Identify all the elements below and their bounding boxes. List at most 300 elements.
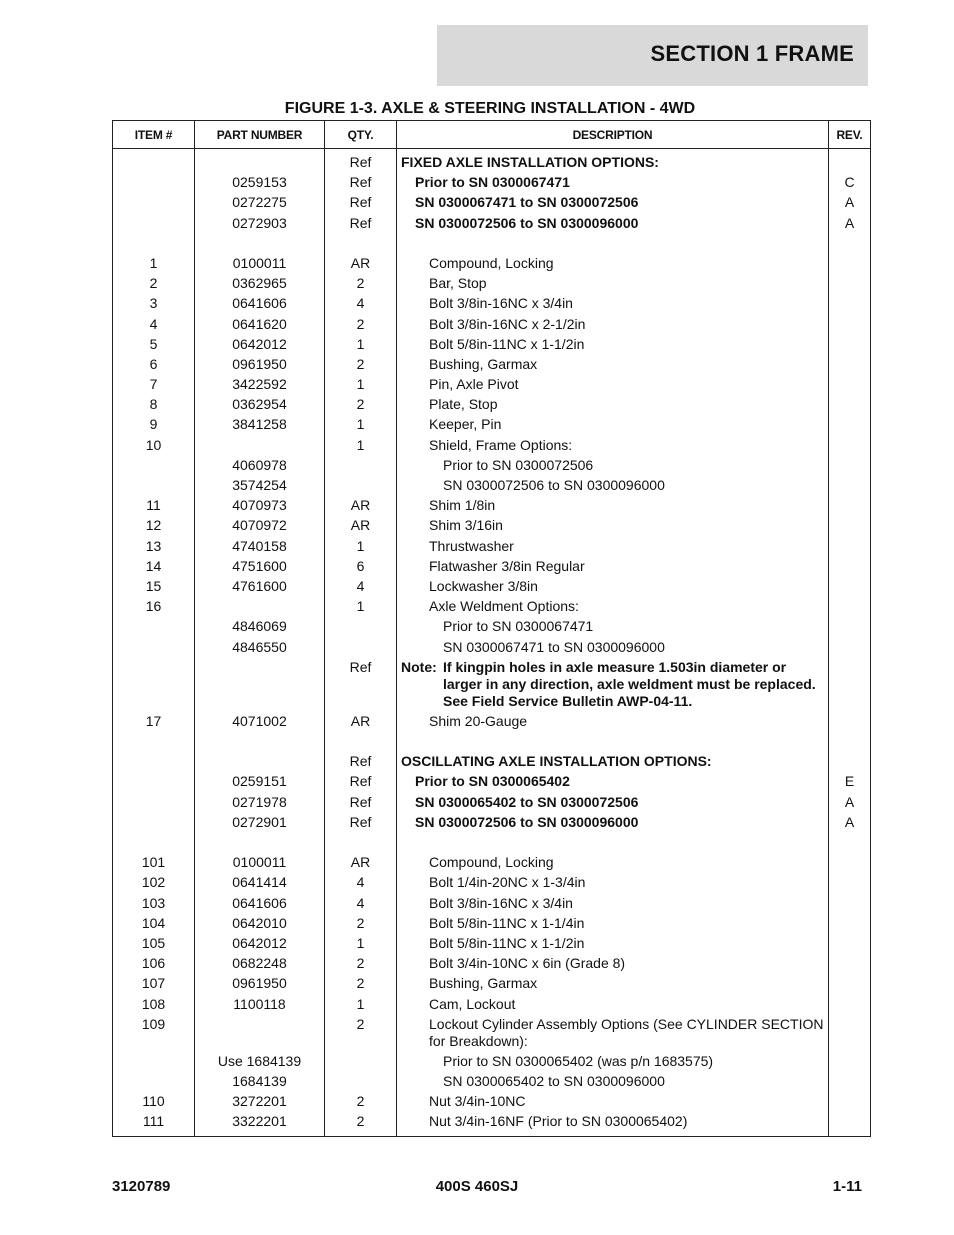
description-cell bbox=[397, 395, 829, 415]
rev-cell bbox=[829, 576, 871, 596]
item-cell bbox=[113, 1051, 195, 1071]
qty-cell: 1 bbox=[325, 994, 397, 1014]
description-cell bbox=[397, 832, 829, 852]
item-cell: 104 bbox=[113, 913, 195, 933]
part-number-cell bbox=[195, 233, 325, 253]
part-number-cell: 0100011 bbox=[195, 253, 325, 273]
table-row bbox=[113, 711, 871, 731]
part-number-cell: 3322201 bbox=[195, 1112, 325, 1137]
column-header-part-number: PART NUMBER bbox=[195, 121, 325, 149]
item-cell: 11 bbox=[113, 496, 195, 516]
part-number-cell: 0642012 bbox=[195, 334, 325, 354]
part-number-cell bbox=[195, 597, 325, 617]
qty-cell: Ref bbox=[325, 772, 397, 792]
rev-cell bbox=[829, 853, 871, 873]
item-cell: 109 bbox=[113, 1014, 195, 1051]
table-row bbox=[113, 873, 871, 893]
item-cell: 103 bbox=[113, 893, 195, 913]
note-body: If kingpin holes in axle measure 1.503in diameter or larger in any direction, axle weldment must be replaced. See Field Service Bulletin AWP-04-11. bbox=[443, 658, 816, 709]
description-cell bbox=[397, 354, 829, 374]
description-cell bbox=[397, 711, 829, 731]
rev-cell bbox=[829, 556, 871, 576]
table-row bbox=[113, 933, 871, 953]
rev-cell bbox=[829, 1112, 871, 1137]
rev-cell bbox=[829, 617, 871, 637]
item-cell bbox=[113, 617, 195, 637]
footer-doc-number: 3120789 bbox=[112, 1178, 171, 1195]
description-text: Shim 3/16in bbox=[429, 517, 503, 534]
rev-cell bbox=[829, 637, 871, 657]
qty-cell bbox=[325, 617, 397, 637]
description-text: Plate, Stop bbox=[429, 396, 498, 413]
table-spacer-row bbox=[113, 731, 871, 751]
description-cell bbox=[397, 893, 829, 913]
part-number-cell: 0272275 bbox=[195, 193, 325, 213]
table-row bbox=[113, 812, 871, 832]
description-cell bbox=[397, 556, 829, 576]
qty-cell: 6 bbox=[325, 556, 397, 576]
part-number-cell: 0259153 bbox=[195, 173, 325, 193]
rev-cell bbox=[829, 496, 871, 516]
rev-cell: C bbox=[829, 173, 871, 193]
item-cell: 6 bbox=[113, 354, 195, 374]
part-number-cell: 0961950 bbox=[195, 974, 325, 994]
rev-cell bbox=[829, 1051, 871, 1071]
part-number-cell: 0641606 bbox=[195, 294, 325, 314]
description-text: Bolt 1/4in-20NC x 1-3/4in bbox=[429, 874, 586, 891]
figure-title: FIGURE 1-3. AXLE & STEERING INSTALLATION - 4WD bbox=[284, 100, 696, 117]
part-number-cell: 3422592 bbox=[195, 374, 325, 394]
description-cell bbox=[397, 1092, 829, 1112]
description-cell bbox=[397, 334, 829, 354]
column-header-item: ITEM # bbox=[113, 121, 195, 149]
parts-table bbox=[112, 120, 871, 1137]
rev-cell bbox=[829, 873, 871, 893]
description-text: Prior to SN 0300072506 bbox=[443, 456, 594, 473]
rev-cell bbox=[829, 731, 871, 751]
rev-cell: A bbox=[829, 812, 871, 832]
part-number-cell: 4761600 bbox=[195, 576, 325, 596]
item-cell: 12 bbox=[113, 516, 195, 536]
rev-cell bbox=[829, 1014, 871, 1051]
part-number-cell: 0641620 bbox=[195, 314, 325, 334]
rev-cell: A bbox=[829, 792, 871, 812]
item-cell bbox=[113, 637, 195, 657]
description-cell bbox=[397, 435, 829, 455]
description-text: Pin, Axle Pivot bbox=[429, 376, 519, 393]
description-cell bbox=[397, 455, 829, 475]
description-cell bbox=[397, 173, 829, 193]
item-cell: 102 bbox=[113, 873, 195, 893]
table-row bbox=[113, 274, 871, 294]
table-row bbox=[113, 415, 871, 435]
table-row bbox=[113, 435, 871, 455]
qty-cell: 4 bbox=[325, 873, 397, 893]
description-cell bbox=[397, 913, 829, 933]
description-cell bbox=[397, 374, 829, 394]
qty-cell: 1 bbox=[325, 374, 397, 394]
part-number-cell: 0362965 bbox=[195, 274, 325, 294]
item-cell: 16 bbox=[113, 597, 195, 617]
item-cell: 108 bbox=[113, 994, 195, 1014]
rev-cell bbox=[829, 711, 871, 731]
description-text: Bolt 5/8in-11NC x 1-1/2in bbox=[429, 335, 585, 352]
qty-cell: 1 bbox=[325, 933, 397, 953]
description-text: Bushing, Garmax bbox=[429, 975, 538, 992]
qty-cell bbox=[325, 637, 397, 657]
rev-cell bbox=[829, 536, 871, 556]
description-cell bbox=[397, 617, 829, 637]
description-text: FIXED AXLE INSTALLATION OPTIONS: bbox=[401, 154, 659, 170]
section-banner bbox=[437, 25, 868, 86]
qty-cell: Ref bbox=[325, 812, 397, 832]
rev-cell bbox=[829, 334, 871, 354]
item-cell bbox=[113, 731, 195, 751]
item-cell: 106 bbox=[113, 954, 195, 974]
table-row bbox=[113, 1051, 871, 1071]
rev-cell bbox=[829, 893, 871, 913]
table-row bbox=[113, 1014, 871, 1051]
part-number-cell: 4846069 bbox=[195, 617, 325, 637]
part-number-cell: 0259151 bbox=[195, 772, 325, 792]
description-cell bbox=[397, 1071, 829, 1091]
column-header-rev: REV. bbox=[829, 121, 871, 149]
item-cell bbox=[113, 1071, 195, 1091]
qty-cell: Ref bbox=[325, 149, 397, 173]
part-number-cell: 0641414 bbox=[195, 873, 325, 893]
qty-cell: 2 bbox=[325, 274, 397, 294]
qty-cell bbox=[325, 1051, 397, 1071]
item-cell: 13 bbox=[113, 536, 195, 556]
qty-cell: 1 bbox=[325, 597, 397, 617]
part-number-cell: 0961950 bbox=[195, 354, 325, 374]
qty-cell: 2 bbox=[325, 1014, 397, 1051]
part-number-cell bbox=[195, 657, 325, 711]
item-cell bbox=[113, 475, 195, 495]
description-text: SN 0300065402 to SN 0300096000 bbox=[443, 1073, 665, 1090]
table-row bbox=[113, 556, 871, 576]
column-header-qty: QTY. bbox=[325, 121, 397, 149]
qty-cell: 2 bbox=[325, 1112, 397, 1137]
description-text: Bolt 3/8in-16NC x 2-1/2in bbox=[429, 315, 586, 332]
description-cell bbox=[397, 294, 829, 314]
description-cell bbox=[397, 853, 829, 873]
item-cell bbox=[113, 173, 195, 193]
description-text: Bolt 3/8in-16NC x 3/4in bbox=[429, 894, 573, 911]
description-text: Lockout Cylinder Assembly Options (See CYLINDER SECTION for Breakdown): bbox=[429, 1015, 824, 1049]
table-row bbox=[113, 994, 871, 1014]
part-number-cell: 4070973 bbox=[195, 496, 325, 516]
description-text: Nut 3/4in-16NF (Prior to SN 0300065402) bbox=[429, 1113, 688, 1130]
table-row bbox=[113, 314, 871, 334]
table-row bbox=[113, 213, 871, 233]
description-cell bbox=[397, 233, 829, 253]
part-number-cell: 3574254 bbox=[195, 475, 325, 495]
part-number-cell: 1100118 bbox=[195, 994, 325, 1014]
table-row bbox=[113, 617, 871, 637]
description-cell bbox=[397, 637, 829, 657]
part-number-cell bbox=[195, 435, 325, 455]
item-cell: 5 bbox=[113, 334, 195, 354]
part-number-cell: 0362954 bbox=[195, 395, 325, 415]
table-row bbox=[113, 536, 871, 556]
description-cell bbox=[397, 1014, 829, 1051]
table-row bbox=[113, 637, 871, 657]
qty-cell: 4 bbox=[325, 576, 397, 596]
description-cell bbox=[397, 873, 829, 893]
table-row bbox=[113, 173, 871, 193]
part-number-cell: 0642012 bbox=[195, 933, 325, 953]
description-cell bbox=[397, 1051, 829, 1071]
item-cell bbox=[113, 812, 195, 832]
table-row bbox=[113, 752, 871, 772]
description-text: Bolt 3/8in-16NC x 3/4in bbox=[429, 295, 573, 312]
rev-cell bbox=[829, 933, 871, 953]
item-cell: 111 bbox=[113, 1112, 195, 1137]
qty-cell: Ref bbox=[325, 752, 397, 772]
rev-cell bbox=[829, 832, 871, 852]
rev-cell bbox=[829, 253, 871, 273]
item-cell bbox=[113, 149, 195, 173]
description-text: OSCILLATING AXLE INSTALLATION OPTIONS: bbox=[401, 753, 712, 770]
item-cell bbox=[113, 772, 195, 792]
rev-cell: E bbox=[829, 772, 871, 792]
table-spacer-row bbox=[113, 832, 871, 852]
description-text: Flatwasher 3/8in Regular bbox=[429, 557, 585, 574]
description-cell bbox=[397, 994, 829, 1014]
part-number-cell: 0641606 bbox=[195, 893, 325, 913]
rev-cell bbox=[829, 994, 871, 1014]
description-text: SN 0300072506 to SN 0300096000 bbox=[415, 214, 639, 231]
description-text: Bolt 5/8in-11NC x 1-1/2in bbox=[429, 934, 585, 951]
part-number-cell: 3272201 bbox=[195, 1092, 325, 1112]
description-text: Prior to SN 0300065402 bbox=[415, 773, 570, 790]
item-cell: 10 bbox=[113, 435, 195, 455]
description-text: Prior to SN 0300065402 (was p/n 1683575) bbox=[443, 1052, 714, 1069]
description-cell bbox=[397, 974, 829, 994]
part-number-cell: 4071002 bbox=[195, 711, 325, 731]
description-text: Axle Weldment Options: bbox=[429, 598, 579, 615]
part-number-cell: 0682248 bbox=[195, 954, 325, 974]
qty-cell bbox=[325, 1071, 397, 1091]
item-cell bbox=[113, 792, 195, 812]
rev-cell bbox=[829, 954, 871, 974]
rev-cell bbox=[829, 314, 871, 334]
part-number-cell: 4070972 bbox=[195, 516, 325, 536]
qty-cell: AR bbox=[325, 516, 397, 536]
item-cell bbox=[113, 193, 195, 213]
qty-cell: Ref bbox=[325, 657, 397, 711]
description-cell bbox=[397, 731, 829, 751]
item-cell: 4 bbox=[113, 314, 195, 334]
rev-cell bbox=[829, 1071, 871, 1091]
table-row bbox=[113, 853, 871, 873]
qty-cell: 2 bbox=[325, 395, 397, 415]
rev-cell bbox=[829, 294, 871, 314]
part-number-cell: 0272903 bbox=[195, 213, 325, 233]
description-cell bbox=[397, 752, 829, 772]
item-cell bbox=[113, 657, 195, 711]
item-cell bbox=[113, 233, 195, 253]
rev-cell bbox=[829, 752, 871, 772]
part-number-cell: 4060978 bbox=[195, 455, 325, 475]
table-header-row bbox=[113, 121, 871, 149]
table-row bbox=[113, 253, 871, 273]
rev-cell bbox=[829, 455, 871, 475]
description-cell bbox=[397, 772, 829, 792]
rev-cell bbox=[829, 1092, 871, 1112]
description-cell bbox=[397, 576, 829, 596]
description-cell bbox=[397, 314, 829, 334]
table-row bbox=[113, 149, 871, 173]
table-row bbox=[113, 294, 871, 314]
description-cell bbox=[397, 536, 829, 556]
item-cell: 8 bbox=[113, 395, 195, 415]
table-row bbox=[113, 395, 871, 415]
qty-cell: AR bbox=[325, 853, 397, 873]
rev-cell bbox=[829, 233, 871, 253]
part-number-cell bbox=[195, 731, 325, 751]
description-text: SN 0300067471 to SN 0300096000 bbox=[443, 638, 665, 655]
description-cell bbox=[397, 149, 829, 173]
item-cell: 1 bbox=[113, 253, 195, 273]
part-number-cell bbox=[195, 752, 325, 772]
table-row bbox=[113, 374, 871, 394]
table-row bbox=[113, 576, 871, 596]
description-text: Bolt 3/4in-10NC x 6in (Grade 8) bbox=[429, 955, 626, 972]
qty-cell: 2 bbox=[325, 1092, 397, 1112]
description-text: Lockwasher 3/8in bbox=[429, 577, 538, 594]
description-text: Shim 20-Gauge bbox=[429, 712, 528, 729]
qty-cell: 4 bbox=[325, 294, 397, 314]
part-number-cell bbox=[195, 832, 325, 852]
description-text: SN 0300065402 to SN 0300072506 bbox=[415, 793, 639, 810]
table-row bbox=[113, 974, 871, 994]
description-text: Keeper, Pin bbox=[429, 416, 502, 433]
table-row bbox=[113, 516, 871, 536]
rev-cell bbox=[829, 597, 871, 617]
qty-cell: 2 bbox=[325, 354, 397, 374]
table-row bbox=[113, 893, 871, 913]
item-cell: 2 bbox=[113, 274, 195, 294]
description-text: Bolt 5/8in-11NC x 1-1/4in bbox=[429, 914, 585, 931]
item-cell bbox=[113, 752, 195, 772]
part-number-cell bbox=[195, 1014, 325, 1051]
description-cell bbox=[397, 274, 829, 294]
rev-cell bbox=[829, 657, 871, 711]
table-row bbox=[113, 792, 871, 812]
qty-cell: 2 bbox=[325, 913, 397, 933]
description-text: Prior to SN 0300067471 bbox=[443, 618, 594, 635]
part-number-cell: 0642010 bbox=[195, 913, 325, 933]
part-number-cell: 0272901 bbox=[195, 812, 325, 832]
rev-cell bbox=[829, 516, 871, 536]
table-row bbox=[113, 1092, 871, 1112]
item-cell: 3 bbox=[113, 294, 195, 314]
description-text: SN 0300072506 to SN 0300096000 bbox=[415, 813, 639, 830]
qty-cell: Ref bbox=[325, 213, 397, 233]
note-label: Note: bbox=[401, 658, 437, 675]
rev-cell bbox=[829, 274, 871, 294]
table-row bbox=[113, 475, 871, 495]
item-cell: 14 bbox=[113, 556, 195, 576]
description-text: Shield, Frame Options: bbox=[429, 436, 573, 453]
rev-cell bbox=[829, 374, 871, 394]
qty-cell: 1 bbox=[325, 334, 397, 354]
rev-cell bbox=[829, 913, 871, 933]
item-cell: 9 bbox=[113, 415, 195, 435]
rev-cell bbox=[829, 475, 871, 495]
qty-cell bbox=[325, 475, 397, 495]
table-body bbox=[113, 149, 871, 1137]
qty-cell bbox=[325, 731, 397, 751]
part-number-cell bbox=[195, 149, 325, 173]
qty-cell: Ref bbox=[325, 193, 397, 213]
description-text: Thrustwasher bbox=[429, 537, 514, 554]
item-cell: 110 bbox=[113, 1092, 195, 1112]
table-row bbox=[113, 772, 871, 792]
item-cell: 17 bbox=[113, 711, 195, 731]
rev-cell bbox=[829, 415, 871, 435]
table-row bbox=[113, 913, 871, 933]
description-cell bbox=[397, 792, 829, 812]
section-title: SECTION 1 FRAME bbox=[650, 41, 854, 66]
part-number-cell: 3841258 bbox=[195, 415, 325, 435]
description-cell bbox=[397, 415, 829, 435]
table-spacer-row bbox=[113, 233, 871, 253]
table-row bbox=[113, 1112, 871, 1137]
description-cell bbox=[397, 954, 829, 974]
item-cell: 101 bbox=[113, 853, 195, 873]
description-cell bbox=[397, 812, 829, 832]
description-text: Compound, Locking bbox=[429, 254, 554, 271]
item-cell bbox=[113, 213, 195, 233]
table-note-row bbox=[113, 657, 871, 711]
description-text: Bushing, Garmax bbox=[429, 355, 538, 372]
qty-cell: 2 bbox=[325, 974, 397, 994]
qty-cell bbox=[325, 455, 397, 475]
part-number-cell: 0100011 bbox=[195, 853, 325, 873]
table-row bbox=[113, 1071, 871, 1091]
rev-cell: A bbox=[829, 193, 871, 213]
table-row bbox=[113, 954, 871, 974]
qty-cell bbox=[325, 233, 397, 253]
part-number-cell: 4751600 bbox=[195, 556, 325, 576]
description-text: Shim 1/8in bbox=[429, 497, 496, 514]
qty-cell: 1 bbox=[325, 415, 397, 435]
qty-cell: AR bbox=[325, 496, 397, 516]
description-cell bbox=[397, 213, 829, 233]
description-text: Compound, Locking bbox=[429, 854, 554, 871]
description-text: Prior to SN 0300067471 bbox=[415, 174, 570, 191]
table-row bbox=[113, 334, 871, 354]
footer-page-number: 1-11 bbox=[832, 1178, 862, 1195]
description-text: Nut 3/4in-10NC bbox=[429, 1093, 526, 1110]
part-number-cell: 4740158 bbox=[195, 536, 325, 556]
description-cell bbox=[397, 496, 829, 516]
table-row bbox=[113, 193, 871, 213]
description-cell bbox=[397, 475, 829, 495]
column-header-description: DESCRIPTION bbox=[397, 121, 829, 149]
item-cell: 105 bbox=[113, 933, 195, 953]
table-row bbox=[113, 597, 871, 617]
qty-cell: AR bbox=[325, 711, 397, 731]
table-row bbox=[113, 455, 871, 475]
rev-cell: A bbox=[829, 213, 871, 233]
item-cell: 7 bbox=[113, 374, 195, 394]
description-cell bbox=[397, 933, 829, 953]
rev-cell bbox=[829, 435, 871, 455]
